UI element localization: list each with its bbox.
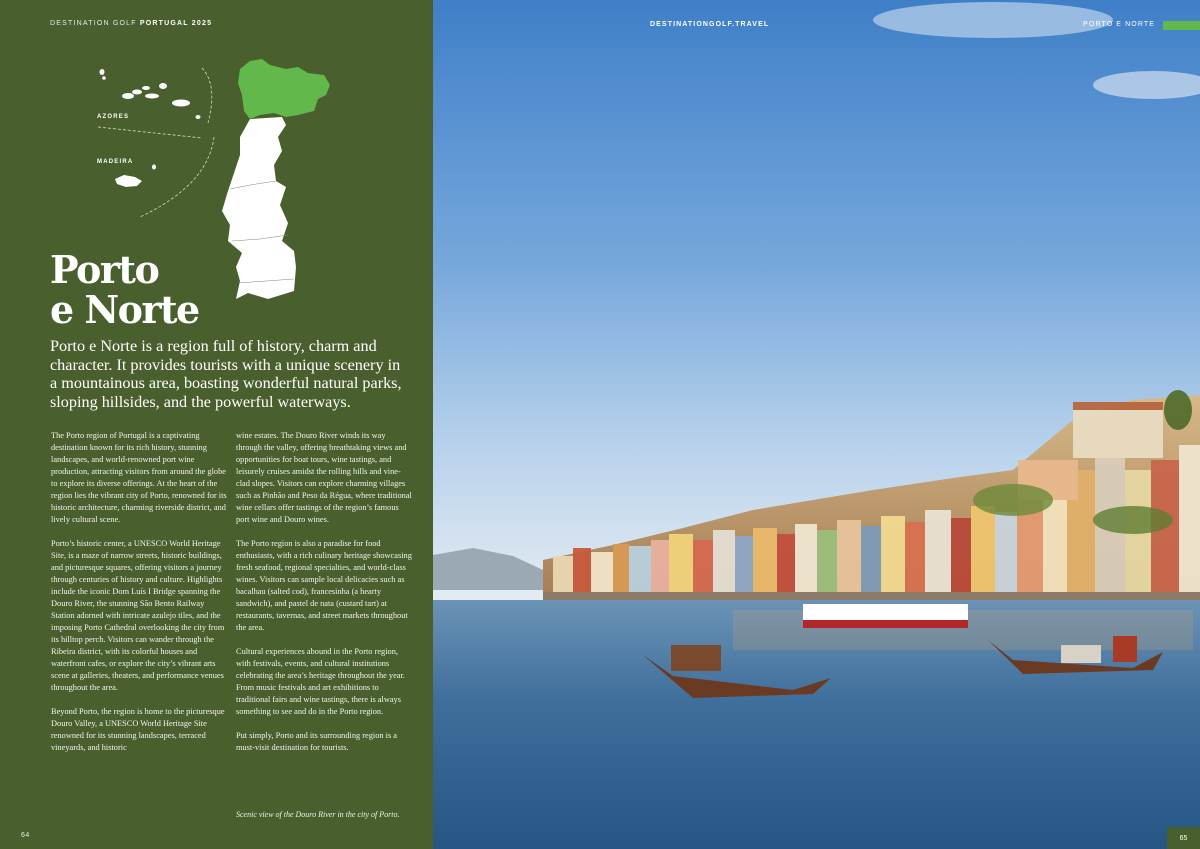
page-number-right: 65 xyxy=(1167,827,1200,849)
body-paragraph: The Porto region of Portugal is a captivating destination known for its rich history, stunning landscapes, and world-renowned port wine production, attracting visitors from around the globe to explore its diverse offerings. At the heart of the region lies the vibrant city of Porto, renowned for its historic architecture, charming riverside district, and lively cultural scene. xyxy=(51,431,227,524)
porto-douro-river-photo xyxy=(433,0,1200,849)
map-label-azores: AZORES xyxy=(97,114,130,120)
body-paragraph: The Porto region is also a paradise for food enthusiasts, with a rich culinary heritage showcasing fresh seafood, regional specialties, and world-class wines. Visitors can sample local delicacies such as bacalhau (salted cod), francesinha (a hearty sandwich), and pastel de nata (custard tart) at restaurants, tavernas, and street markets throughout the area. xyxy=(236,539,412,632)
site-url: DESTINATIONGOLF.TRAVEL xyxy=(650,21,770,28)
section-color-bar xyxy=(1163,21,1200,30)
madeira-islands xyxy=(115,165,156,188)
page-title xyxy=(50,247,199,332)
body-paragraph: Beyond Porto, the region is home to the picturesque Douro Valley, a UNESCO World Heritage Site renowned for its stunning landscapes, terraced vineyards, and historic xyxy=(51,707,225,752)
azores-islands xyxy=(100,69,201,119)
body-column-2 xyxy=(236,430,412,766)
body-paragraph: wine estates. The Douro River winds its way through the valley, offering breathtaking views and opportunities for boat tours, wine tastings, and leisurely cruises amidst the rolling hills and vine-clad slopes. Visitors can explore charming villages such as Pinhão and Peso da Régua, where traditional wine cellars offer tastings of the region’s famous port wine and Douro wines. xyxy=(236,431,412,524)
left-page xyxy=(0,0,433,849)
map-label-madeira: MADEIRA xyxy=(97,159,134,165)
section-tag: PORTO E NORTE xyxy=(1083,21,1155,28)
photo-caption: Scenic view of the Douro River in the city of Porto. xyxy=(236,810,400,819)
running-head-prefix: DESTINATION GOLF xyxy=(50,20,137,27)
right-page xyxy=(433,0,1200,849)
title-line-1: Porto xyxy=(50,247,159,292)
body-column-1 xyxy=(51,430,227,766)
body-paragraph: Put simply, Porto and its surrounding region is a must-visit destination for tourists. xyxy=(236,731,397,752)
title-line-2: e Norte xyxy=(50,287,199,332)
running-head xyxy=(50,20,212,27)
body-paragraph: Cultural experiences abound in the Porto region, with festivals, events, and cultural institutions celebrating the area’s heritage throughout the year. From music festivals and art exhibitions to traditional fairs and wine tastings, there is always something to see and do in the Porto region. xyxy=(236,647,405,716)
body-paragraph: Porto’s historic center, a UNESCO World Heritage Site, is a maze of narrow streets, historic buildings, and picturesque squares, offering visitors a journey through centuries of history and culture. Highlights include the iconic Dom Luís I Bridge spanning the Douro River, the stunning São Bento Railway Station adorned with intricate azulejo tiles, and the imposing Porto Cathedral overlooking the city from its hilltop perch. Visitors can wander through the Ribeira district, with its colorful houses and waterfront cafes, or explore the city’s vibrant arts scene at galleries, theaters, and performance venues throughout the area. xyxy=(51,539,225,692)
page-number-left: 64 xyxy=(21,832,30,839)
lead-paragraph: Porto e Norte is a region full of history, charm and character. It provides tourists with a unique scenery in a mountainous area, boasting wonderful natural parks, sloping hillsides, and the powerful waterways. xyxy=(50,337,402,411)
mainland-portugal xyxy=(222,117,296,299)
porto-e-norte-region xyxy=(238,59,330,119)
running-head-bold: PORTUGAL 2025 xyxy=(139,20,213,27)
